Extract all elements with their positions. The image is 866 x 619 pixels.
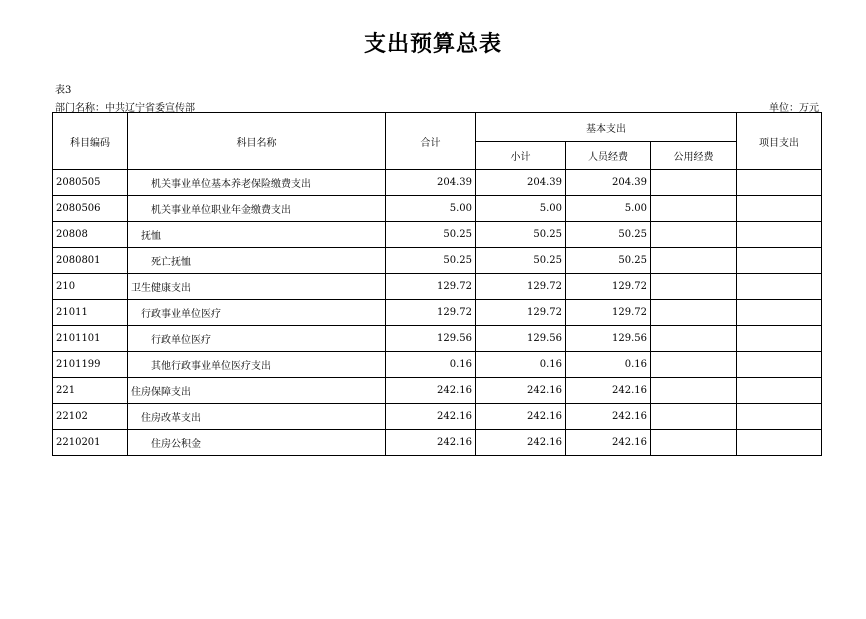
cell-public <box>651 404 737 430</box>
header-project: 项目支出 <box>737 113 822 170</box>
cell-name: 住房改革支出 <box>128 404 386 430</box>
cell-project <box>737 222 822 248</box>
cell-subtotal: 242.16 <box>476 378 566 404</box>
cell-personnel: 204.39 <box>566 170 651 196</box>
cell-public <box>651 222 737 248</box>
cell-project <box>737 248 822 274</box>
cell-name: 死亡抚恤 <box>128 248 386 274</box>
cell-total: 5.00 <box>386 196 476 222</box>
table-row <box>53 222 822 248</box>
cell-subtotal: 0.16 <box>476 352 566 378</box>
cell-personnel: 129.56 <box>566 326 651 352</box>
page-title: 支出预算总表 <box>363 32 502 57</box>
cell-code: 20808 <box>53 222 128 248</box>
cell-name: 机关事业单位基本养老保险缴费支出 <box>128 170 386 196</box>
cell-total: 0.16 <box>386 352 476 378</box>
table-row <box>53 326 822 352</box>
cell-project <box>737 300 822 326</box>
table-row <box>53 196 822 222</box>
cell-personnel: 242.16 <box>566 404 651 430</box>
cell-code: 210 <box>53 274 128 300</box>
cell-personnel: 0.16 <box>566 352 651 378</box>
cell-code: 2080505 <box>53 170 128 196</box>
cell-name: 住房保障支出 <box>128 378 386 404</box>
cell-code: 2080506 <box>53 196 128 222</box>
table-row <box>53 170 822 196</box>
table-number: 表3 <box>55 85 72 96</box>
cell-personnel: 50.25 <box>566 248 651 274</box>
cell-total: 129.56 <box>386 326 476 352</box>
cell-project <box>737 378 822 404</box>
cell-code: 2080801 <box>53 248 128 274</box>
cell-total: 242.16 <box>386 378 476 404</box>
table-row <box>53 300 822 326</box>
cell-name: 行政单位医疗 <box>128 326 386 352</box>
cell-personnel: 242.16 <box>566 430 651 456</box>
cell-personnel: 129.72 <box>566 274 651 300</box>
cell-project <box>737 274 822 300</box>
cell-public <box>651 378 737 404</box>
cell-name: 机关事业单位职业年金缴费支出 <box>128 196 386 222</box>
cell-public <box>651 196 737 222</box>
cell-name: 抚恤 <box>128 222 386 248</box>
cell-name: 卫生健康支出 <box>128 274 386 300</box>
cell-project <box>737 170 822 196</box>
cell-personnel: 50.25 <box>566 222 651 248</box>
cell-subtotal: 242.16 <box>476 430 566 456</box>
table-row <box>53 430 822 456</box>
cell-code: 221 <box>53 378 128 404</box>
department-label: 部门名称：中共辽宁省委宣传部 <box>55 103 195 114</box>
cell-personnel: 5.00 <box>566 196 651 222</box>
cell-total: 242.16 <box>386 404 476 430</box>
cell-code: 22102 <box>53 404 128 430</box>
header-name: 科目名称 <box>128 113 386 170</box>
cell-public <box>651 326 737 352</box>
cell-name: 行政事业单位医疗 <box>128 300 386 326</box>
cell-project <box>737 404 822 430</box>
budget-table <box>52 112 822 456</box>
cell-total: 242.16 <box>386 430 476 456</box>
cell-public <box>651 170 737 196</box>
cell-name: 其他行政事业单位医疗支出 <box>128 352 386 378</box>
cell-project <box>737 196 822 222</box>
cell-public <box>651 248 737 274</box>
cell-project <box>737 430 822 456</box>
header-basic: 基本支出 <box>476 113 737 142</box>
table-row <box>53 378 822 404</box>
header-total: 合计 <box>386 113 476 170</box>
cell-code: 21011 <box>53 300 128 326</box>
cell-public <box>651 430 737 456</box>
cell-subtotal: 50.25 <box>476 248 566 274</box>
cell-personnel: 242.16 <box>566 378 651 404</box>
cell-total: 50.25 <box>386 222 476 248</box>
cell-total: 129.72 <box>386 274 476 300</box>
cell-public <box>651 274 737 300</box>
table-row <box>53 404 822 430</box>
table-row <box>53 352 822 378</box>
header-subtotal: 小计 <box>476 142 566 170</box>
cell-code: 2101199 <box>53 352 128 378</box>
cell-name: 住房公积金 <box>128 430 386 456</box>
cell-public <box>651 300 737 326</box>
header-row-top <box>53 113 822 142</box>
cell-project <box>737 326 822 352</box>
table-row <box>53 274 822 300</box>
cell-project <box>737 352 822 378</box>
header-code: 科目编码 <box>53 113 128 170</box>
header-public: 公用经费 <box>651 142 737 170</box>
cell-total: 129.72 <box>386 300 476 326</box>
cell-total: 204.39 <box>386 170 476 196</box>
cell-subtotal: 5.00 <box>476 196 566 222</box>
cell-personnel: 129.72 <box>566 300 651 326</box>
cell-subtotal: 242.16 <box>476 404 566 430</box>
cell-subtotal: 129.72 <box>476 274 566 300</box>
cell-subtotal: 129.56 <box>476 326 566 352</box>
table-row <box>53 248 822 274</box>
cell-subtotal: 129.72 <box>476 300 566 326</box>
cell-subtotal: 204.39 <box>476 170 566 196</box>
cell-code: 2101101 <box>53 326 128 352</box>
cell-total: 50.25 <box>386 248 476 274</box>
unit-label: 单位：万元 <box>769 103 819 114</box>
cell-public <box>651 352 737 378</box>
table-body <box>53 170 822 456</box>
header-personnel: 人员经费 <box>566 142 651 170</box>
cell-code: 2210201 <box>53 430 128 456</box>
cell-subtotal: 50.25 <box>476 222 566 248</box>
